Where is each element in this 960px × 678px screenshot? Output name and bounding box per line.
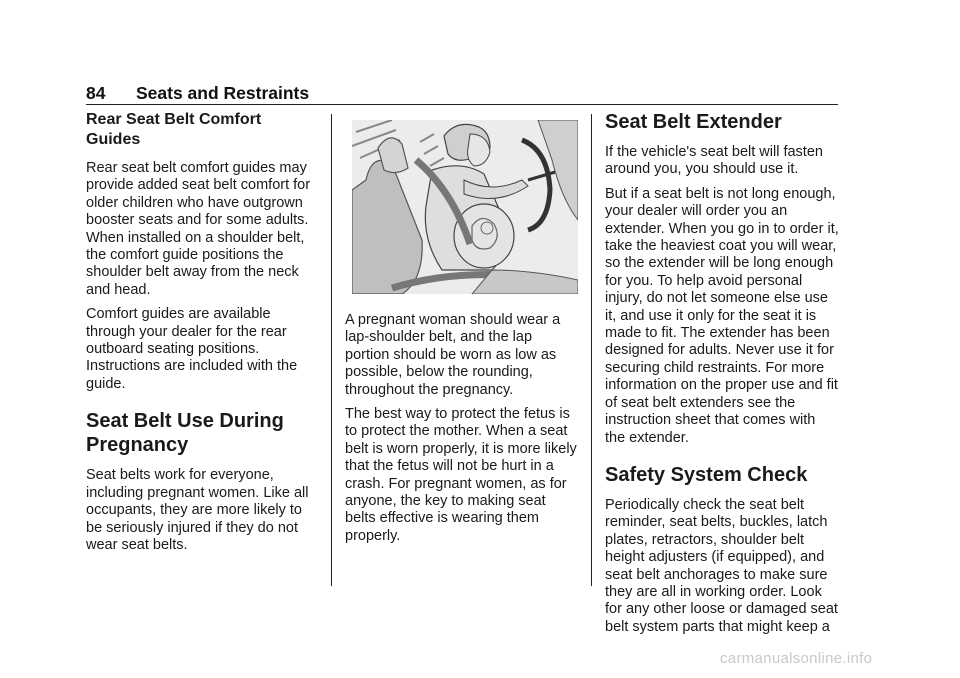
- column-left: [86, 110, 318, 561]
- heading-pregnancy: Seat Belt Use During Pregnancy: [86, 410, 284, 457]
- heading-comfort-guides: Rear Seat Belt Comfort Guides: [86, 111, 262, 148]
- heading-belt-extender: Seat Belt Extender: [605, 111, 782, 133]
- column-divider: [591, 114, 592, 586]
- paragraph: Seat belts work for everyone, including pregnant women. Like all occupants, they are more likely to be seriously injured if they do not wear seat belts.: [86, 467, 309, 553]
- paragraph: If the vehicle's seat belt will fasten around you, you should use it.: [605, 144, 823, 178]
- column-right: [605, 110, 841, 643]
- column-middle: [345, 116, 581, 552]
- heading-safety-check: Safety System Check: [605, 463, 808, 486]
- section-title: Seats and Restraints: [136, 83, 310, 103]
- page-number: 84: [86, 83, 106, 103]
- paragraph: Comfort guides are available through your dealer for the rear outboard seating positions. Instructions are included with the guide.: [86, 306, 298, 392]
- paragraph: The best way to protect the fetus is to protect the mother. When a seat belt is worn properly, it is more likely that the fetus will not be hurt in a crash. For pregnant women, as for anyone, the key to making seat belts effective is wearing them properly.: [345, 406, 577, 544]
- paragraph: But if a seat belt is not long enough, your dealer will order you an extender. When you go in to order it, take the heaviest coat you will wear, so the extender will be long enough for you. To help avoid personal injury, do not let someone else use it, and use it only for the seat it is made to fit. The extender has been designed for adults. Never use it for securing child restraints. For more information on the proper use and fit of seat belt extenders see the instruction sheet that comes with the extender.: [605, 185, 839, 446]
- paragraph: Rear seat belt comfort guides may provide added seat belt comfort for older children who have outgrown booster seats and for some adults. When installed on a shoulder belt, the comfort guide positions the shoulder belt away from the neck and head.: [86, 160, 311, 298]
- pregnant-woman-seatbelt-illustration: [352, 120, 578, 294]
- column-divider: [331, 114, 332, 586]
- paragraph: Periodically check the seat belt reminder, seat belts, buckles, latch plates, retractors, shoulder belt height adjusters (if equipped), and seat belt anchorages to make sure they are all in working order. Look for any other loose or damaged seat belt system parts that might keep a: [605, 496, 838, 635]
- paragraph: A pregnant woman should wear a lap-shoulder belt, and the lap portion should be worn as low as possible, below the rounding, throughout the pregnancy.: [345, 312, 561, 398]
- page-header: [86, 82, 838, 105]
- watermark: carmanualsonline.info: [720, 650, 873, 667]
